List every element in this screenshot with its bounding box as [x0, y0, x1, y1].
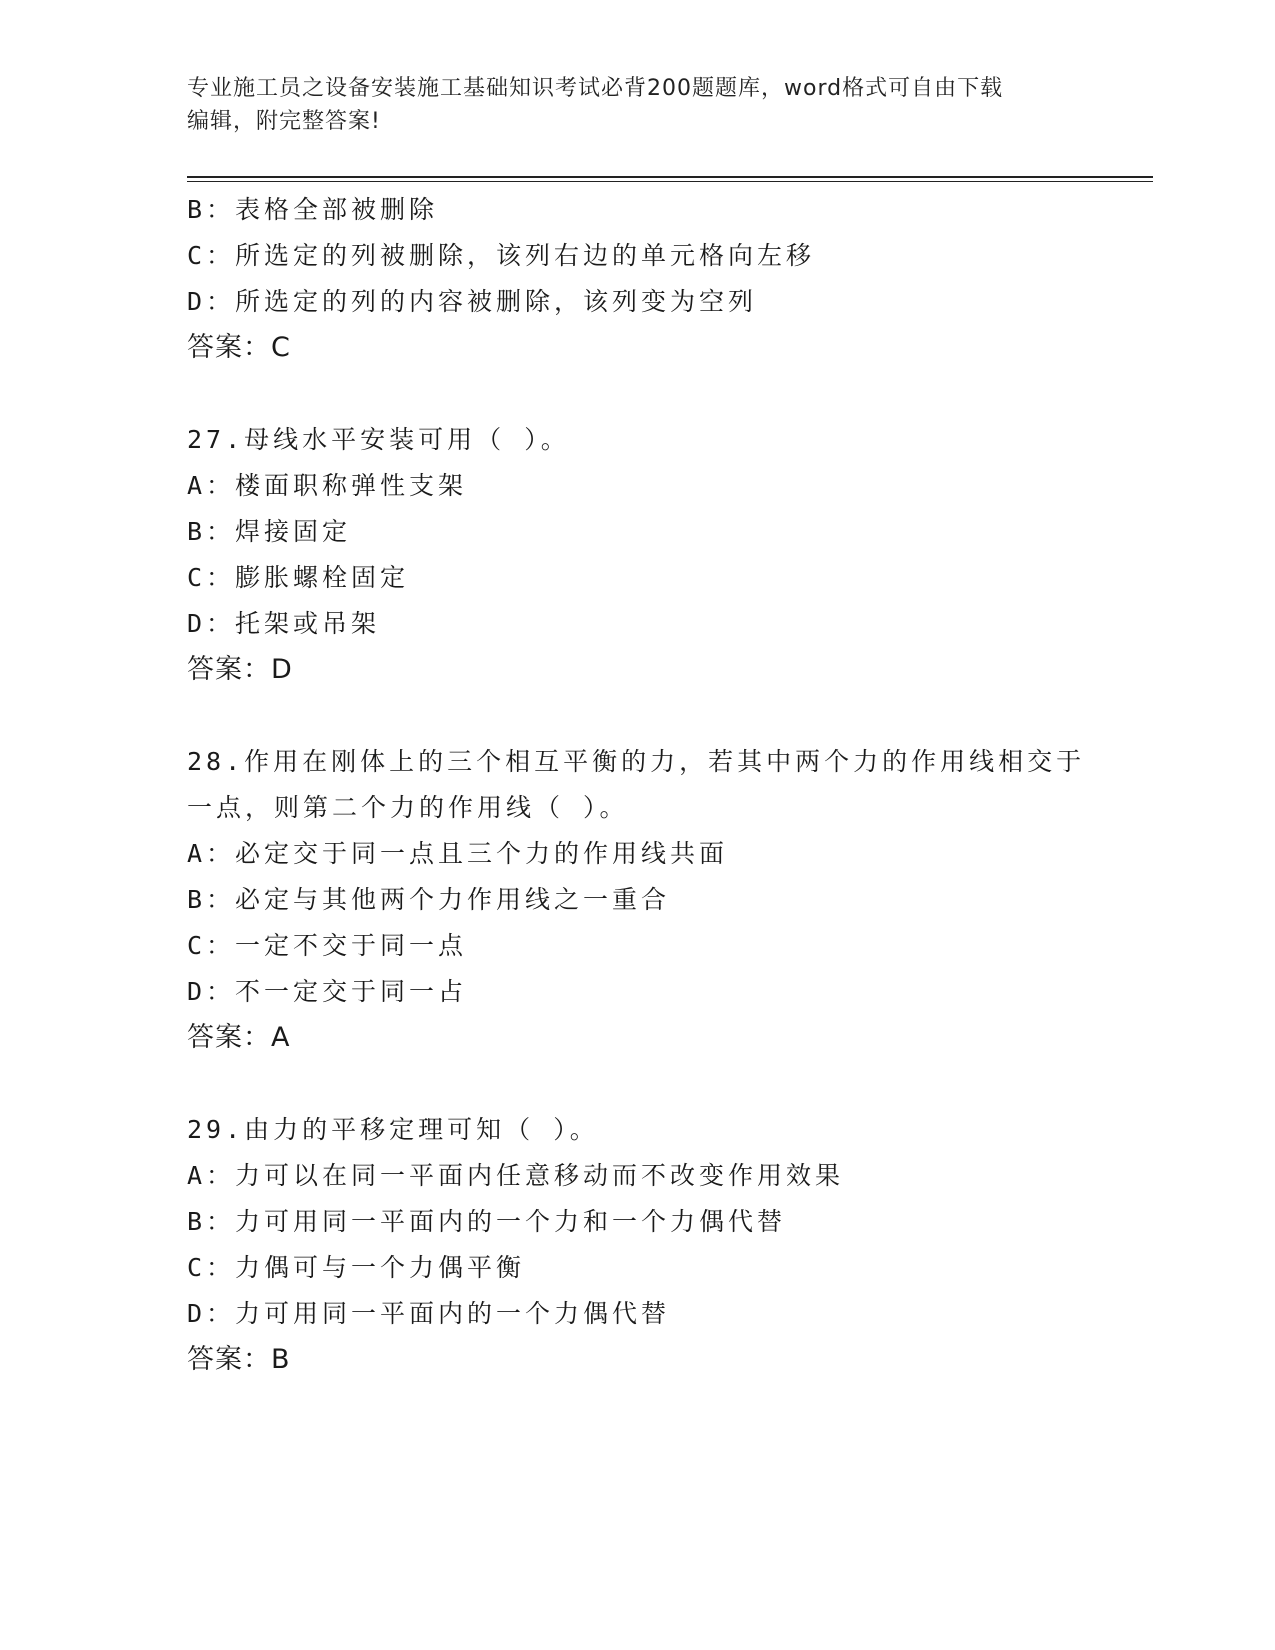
option-a: A：力可以在同一平面内任意移动而不改变作用效果 — [187, 1161, 845, 1190]
option-b: B：焊接固定 — [187, 517, 352, 546]
option-d: D：所选定的列的内容被删除，该列变为空列 — [187, 287, 758, 316]
document-header — [187, 72, 1087, 138]
option-c: C：力偶可与一个力偶平衡 — [187, 1253, 526, 1282]
header-line-2: 编辑，附完整答案! — [187, 109, 381, 134]
option-d: D：力可用同一平面内的一个力偶代替 — [187, 1299, 671, 1328]
header-rule-thick — [187, 176, 1153, 178]
header-rule-thin — [187, 181, 1153, 182]
question-stem-continued: 一点，则第二个力的作用线（ ）。 — [187, 793, 629, 822]
option-a: A：必定交于同一点且三个力的作用线共面 — [187, 839, 729, 868]
block-spacer — [187, 693, 1087, 739]
question-block-27 — [187, 417, 1087, 693]
option-b: B：表格全部被删除 — [187, 195, 439, 224]
question-stem: 29.由力的平移定理可知（ ）。 — [187, 1115, 599, 1144]
option-c: C：所选定的列被删除，该列右边的单元格向左移 — [187, 241, 816, 270]
option-c: C：一定不交于同一点 — [187, 931, 468, 960]
question-stem: 27.母线水平安装可用（ ）。 — [187, 425, 570, 454]
answer-line: 答案：A — [187, 1022, 291, 1053]
option-d: D：托架或吊架 — [187, 609, 381, 638]
option-a: A：楼面职称弹性支架 — [187, 471, 468, 500]
answer-line: 答案：B — [187, 1344, 291, 1375]
question-block-26 — [187, 187, 1087, 371]
question-stem: 28.作用在刚体上的三个相互平衡的力，若其中两个力的作用线相交于 — [187, 747, 1086, 776]
option-d: D：不一定交于同一占 — [187, 977, 468, 1006]
option-b: B：力可用同一平面内的一个力和一个力偶代替 — [187, 1207, 787, 1236]
answer-line: 答案：C — [187, 332, 291, 363]
option-c: C：膨胀螺栓固定 — [187, 563, 410, 592]
block-spacer — [187, 371, 1087, 417]
question-block-29 — [187, 1107, 1087, 1383]
question-block-28 — [187, 739, 1087, 1061]
option-b: B：必定与其他两个力作用线之一重合 — [187, 885, 671, 914]
answer-line: 答案：D — [187, 654, 293, 685]
question-list — [187, 187, 1087, 1383]
header-line-1: 专业施工员之设备安装施工基础知识考试必背200题题库，word格式可自由下载 — [187, 76, 1004, 101]
block-spacer — [187, 1061, 1087, 1107]
